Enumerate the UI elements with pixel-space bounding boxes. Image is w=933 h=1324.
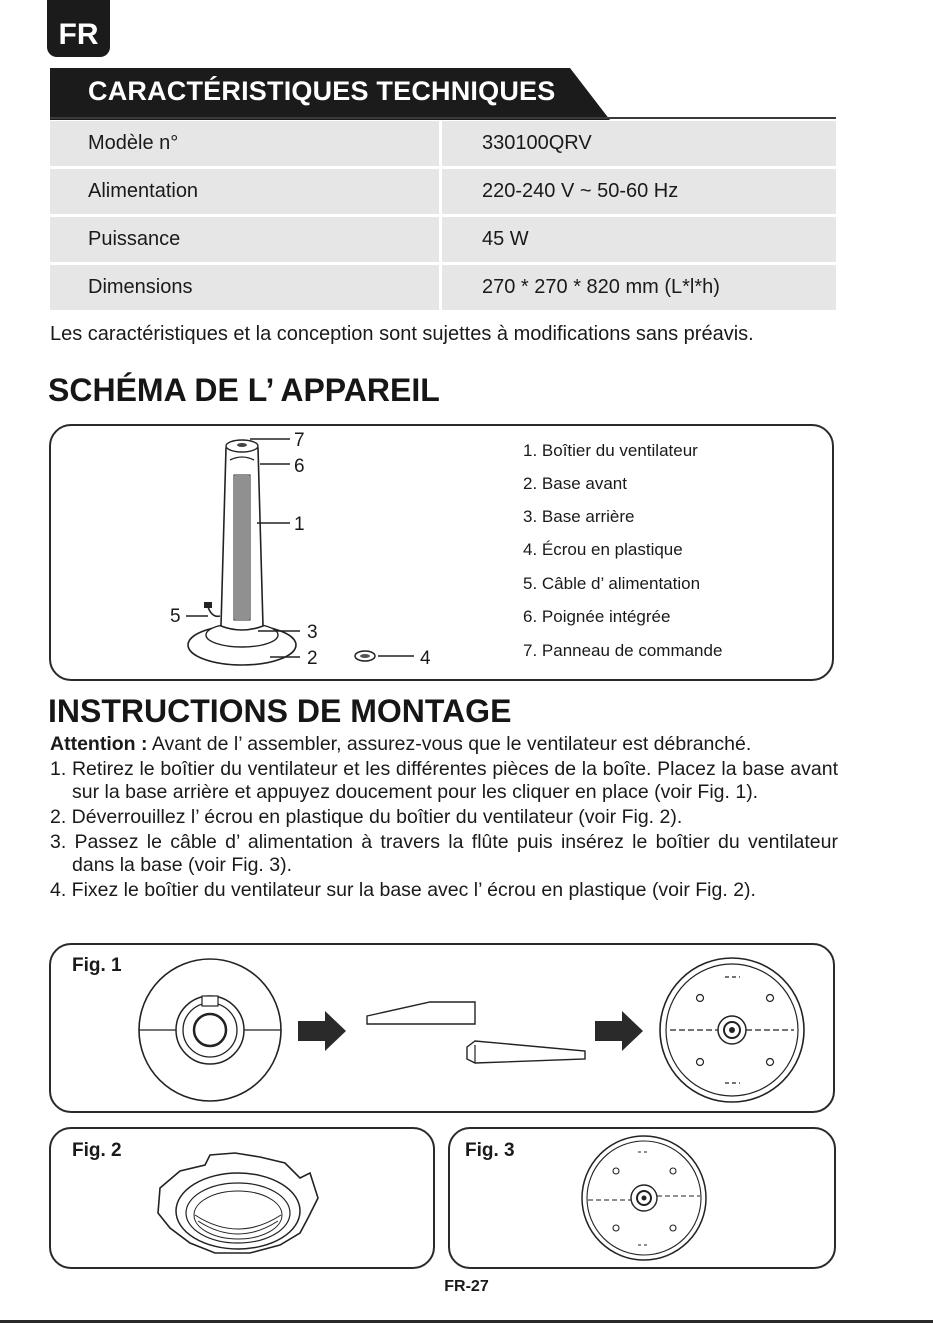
spec-title: CARACTÉRISTIQUES TECHNIQUES bbox=[88, 76, 556, 106]
table-row bbox=[50, 169, 836, 217]
step: 4. Fixez le boîtier du ventilateur sur la base avec l’ écrou en plastique (voir Fig. 2). bbox=[50, 879, 756, 901]
fig1-label: Fig. 1 bbox=[72, 955, 122, 976]
spec-label: Alimentation bbox=[50, 169, 442, 217]
list-item: 7. Panneau de commande bbox=[523, 641, 723, 660]
montage-title: INSTRUCTIONS DE MONTAGE bbox=[48, 693, 512, 729]
fig2-label: Fig. 2 bbox=[72, 1140, 122, 1161]
banner-underline bbox=[50, 117, 836, 119]
table-row bbox=[50, 265, 836, 313]
step: 3. Passez le câble d’ alimentation à travers la flûte puis insérez le boîtier du ventilateur dans la base (voir Fig. 3). bbox=[50, 831, 838, 876]
step: 1. Retirez le boîtier du ventilateur et les différentes pièces de la boîte. Placez la base avant sur la base arrière et appuyez doucement pour les cliquer en place (voir Fig. 1). bbox=[50, 758, 838, 803]
callout-5: 5 bbox=[170, 606, 181, 627]
schema-title: SCHÉMA DE L’ APPAREIL bbox=[48, 372, 440, 408]
list-item: 4. Écrou en plastique bbox=[523, 540, 683, 559]
nut-drawing bbox=[150, 1133, 330, 1263]
callout-3: 3 bbox=[307, 622, 318, 643]
spec-value: 330100QRV bbox=[442, 121, 836, 169]
spec-label: Puissance bbox=[50, 217, 442, 265]
spec-label: Dimensions bbox=[50, 265, 442, 313]
language-badge: FR bbox=[47, 0, 110, 57]
spec-value: 270 * 270 * 820 mm (L*l*h) bbox=[442, 265, 836, 313]
callout-6: 6 bbox=[294, 456, 305, 477]
list-item: 1. Boîtier du ventilateur bbox=[523, 441, 698, 460]
spec-table bbox=[50, 121, 836, 313]
callout-2: 2 bbox=[307, 648, 318, 669]
fig3-label: Fig. 3 bbox=[465, 1140, 515, 1161]
list-item: 5. Câble d’ alimentation bbox=[523, 574, 701, 593]
list-item: 3. Base arrière bbox=[523, 507, 635, 526]
fig3-drawing bbox=[578, 1133, 713, 1263]
spec-value: 220-240 V ~ 50-60 Hz bbox=[442, 169, 836, 217]
step: 2. Déverrouillez l’ écrou en plastique du boîtier du ventilateur (voir Fig. 2). bbox=[50, 806, 683, 828]
spec-label: Modèle n° bbox=[50, 121, 442, 169]
instructions bbox=[50, 733, 838, 904]
table-row bbox=[50, 217, 836, 265]
attention-text: Avant de l’ assembler, assurez-vous que le ventilateur est débranché. bbox=[147, 733, 752, 755]
callout-7: 7 bbox=[294, 430, 305, 451]
attention-line bbox=[50, 733, 838, 756]
page-number: FR-27 bbox=[444, 1278, 489, 1295]
bottom-rule bbox=[0, 1320, 933, 1323]
fig1-drawing bbox=[130, 955, 820, 1105]
callout-1: 1 bbox=[294, 514, 305, 535]
callout-4: 4 bbox=[420, 648, 431, 669]
table-row bbox=[50, 121, 836, 169]
list-item: 6. Poignée intégrée bbox=[523, 607, 671, 626]
list-item: 2. Base avant bbox=[523, 474, 627, 493]
attention-label: Attention : bbox=[50, 733, 148, 755]
spec-note: Les caractéristiques et la conception sont sujettes à modifications sans préavis. bbox=[50, 323, 754, 345]
spec-value: 45 W bbox=[442, 217, 836, 265]
